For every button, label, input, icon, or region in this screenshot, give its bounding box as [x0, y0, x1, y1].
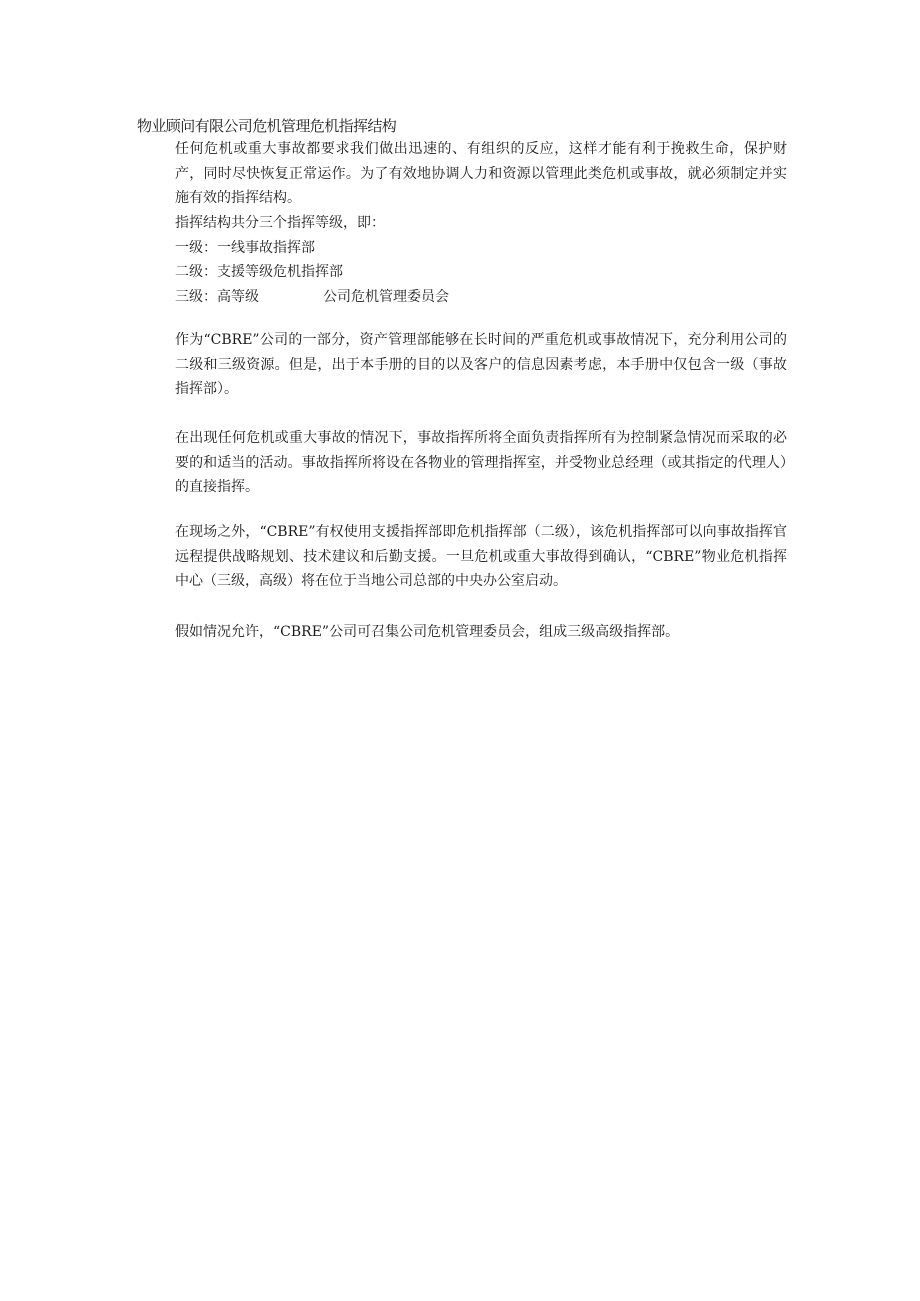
- level-2-item: 二级：支援等级危机指挥部: [175, 264, 343, 280]
- level-3-label: 三级：高等级: [175, 288, 259, 305]
- command-levels-list: [175, 211, 787, 309]
- paragraph-incident-command: 在出现任何危机或重大事故的情况下，事故指挥所将全面负责指挥所有为控制紧急情况而采取的必要的和适当的活动。事故指挥所将设在各物业的管理指挥室，并受物业总经理（或其指定的代理人）的直接指挥。: [175, 430, 787, 495]
- level-3-item: [175, 285, 787, 310]
- paragraph-cbre-resources: 作为“CBRE”公司的一部分，资产管理部能够在长时间的严重危机或事故情况下，充分利用公司的二级和三级资源。但是，出于本手册的目的以及客户的信息因素考虑，本手册中仅包含一级（事故指挥部）。: [175, 332, 787, 397]
- paragraph-offsite-support: 在现场之外，“CBRE”有权使用支援指挥部即危机指挥部（二级），该危机指挥部可以向事故指挥官远程提供战略规划、技术建议和后勤支援。一旦危机或重大事故得到确认，“CBRE”物业危机指挥中心（三级，高级）将在位于当地公司总部的中央办公室启动。: [175, 524, 787, 589]
- paragraph-committee: 假如情况允许，“CBRE”公司可召集公司危机管理委员会，组成三级高级指挥部。: [175, 624, 680, 640]
- document-title: 物业顾问有限公司危机管理危机指挥结构: [137, 117, 397, 135]
- level-1-item: 一级：一线事故指挥部: [175, 239, 315, 256]
- level-3-value: 公司危机管理委员会: [323, 288, 449, 305]
- levels-intro: 指挥结构共分三个指挥等级，即：: [175, 215, 385, 231]
- intro-paragraph: 任何危机或重大事故都要求我们做出迅速的、有组织的反应，这样才能有利于挽救生命，保护财产，同时尽快恢复正常运作。为了有效地协调人力和资源以管理此类危机或事故，就必须制定并实施有效的指挥结构。: [175, 141, 787, 206]
